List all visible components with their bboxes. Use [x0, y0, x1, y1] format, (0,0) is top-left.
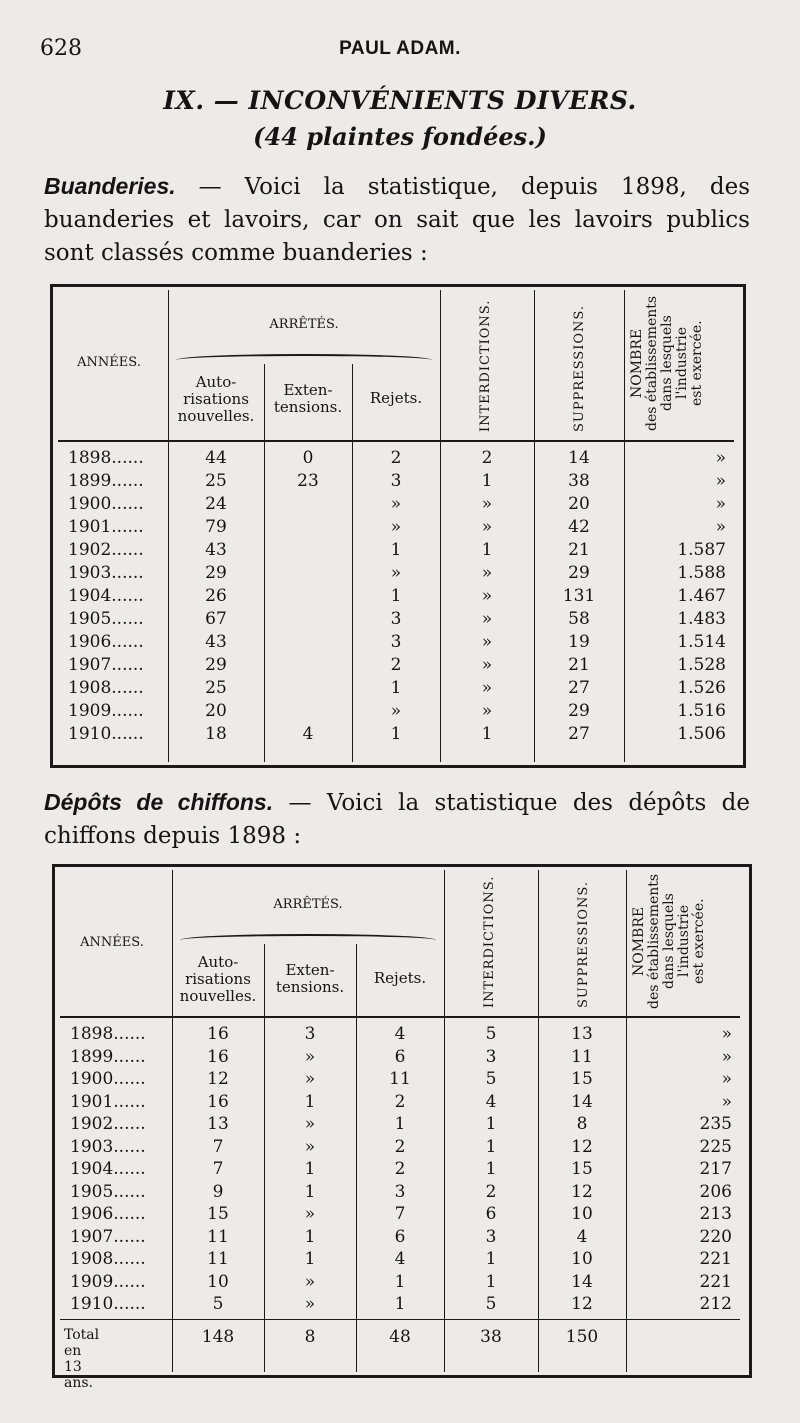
total-rule — [60, 1319, 740, 1320]
row-value: 3 — [485, 1226, 497, 1247]
paragraph-chiffons — [44, 786, 750, 853]
row-etablissements: 213 — [699, 1204, 732, 1224]
row-etablissements: 217 — [699, 1159, 732, 1179]
row-value: 16 — [207, 1024, 229, 1044]
header-rejets: Rejets. — [373, 969, 427, 987]
row-value: 20 — [568, 494, 590, 514]
header-line: nouvelles. — [179, 987, 257, 1005]
row-year: 1901...... — [68, 517, 144, 537]
section-subtitle: (44 plaintes fondées.) — [253, 122, 547, 151]
header-line: dans lesquels — [661, 893, 677, 989]
row-value: 1 — [485, 1159, 497, 1179]
header-line: NOMBRE — [629, 328, 645, 398]
header-suppressions: SUPPRESSIONS. — [572, 305, 587, 432]
row-value: 26 — [205, 586, 227, 606]
row-year: 1907...... — [68, 655, 144, 675]
row-value: 21 — [568, 540, 590, 560]
row-value: » — [304, 1271, 316, 1292]
header-interdictions: INTERDICTIONS. — [478, 299, 493, 432]
row-value: 11 — [207, 1249, 229, 1269]
row-value: 1 — [394, 1294, 406, 1314]
row-value: 4 — [485, 1091, 497, 1112]
row-etablissements: » — [721, 1046, 732, 1067]
row-value: 4 — [302, 724, 314, 744]
row-value: 15 — [571, 1159, 593, 1179]
page-number: 628 — [40, 36, 82, 61]
row-value: » — [390, 563, 402, 583]
row-year: 1904...... — [70, 1159, 146, 1179]
total-value: 148 — [201, 1326, 235, 1347]
paragraph-lead: Buanderies. — [44, 173, 176, 199]
row-value: 67 — [205, 609, 227, 629]
row-value: 1 — [485, 1114, 497, 1134]
row-value: 27 — [568, 724, 590, 744]
row-value: 79 — [205, 517, 227, 537]
row-value: 23 — [297, 471, 319, 491]
row-value: 0 — [302, 448, 314, 468]
header-line: Exten- — [285, 961, 335, 979]
header-line: Exten- — [283, 381, 333, 399]
row-year: 1898...... — [70, 1024, 146, 1044]
header-extensions — [264, 962, 356, 996]
row-value: » — [481, 655, 493, 675]
header-line: tensions. — [273, 398, 343, 416]
row-value: 1 — [304, 1159, 316, 1179]
row-value: 3 — [304, 1024, 316, 1044]
row-year: 1906...... — [70, 1204, 146, 1224]
row-value: 4 — [576, 1226, 588, 1247]
row-value: » — [390, 517, 402, 537]
row-etablissements: 225 — [699, 1136, 732, 1157]
row-year: 1900...... — [68, 494, 144, 514]
row-value: » — [390, 494, 402, 514]
row-value: 13 — [207, 1114, 229, 1134]
header-rule — [58, 440, 734, 442]
row-etablissements: 221 — [699, 1249, 732, 1269]
row-value: » — [304, 1114, 316, 1134]
row-year: 1910...... — [68, 724, 144, 744]
header-extensions — [264, 382, 352, 416]
row-value: 16 — [207, 1046, 229, 1067]
header-line: Auto- — [195, 373, 237, 391]
header-line: est exercée. — [689, 320, 705, 406]
row-year: 1909...... — [68, 701, 144, 721]
row-value: 20 — [205, 701, 227, 721]
row-value: 29 — [568, 563, 590, 583]
row-value: 15 — [207, 1204, 229, 1224]
row-value: » — [304, 1204, 316, 1224]
row-value: 11 — [207, 1226, 229, 1247]
row-value: 6 — [394, 1226, 406, 1247]
header-autorisations — [172, 954, 264, 1005]
column-rule — [264, 944, 265, 1372]
column-rule — [168, 290, 169, 762]
row-etablissements: 1.467 — [677, 586, 726, 606]
row-year: 1903...... — [68, 563, 144, 583]
row-value: » — [481, 632, 493, 652]
row-value: 6 — [485, 1204, 497, 1224]
row-value: » — [481, 701, 493, 721]
header-rejets: Rejets. — [369, 389, 423, 407]
row-etablissements: 1.506 — [677, 724, 726, 744]
row-etablissements: 1.528 — [677, 655, 726, 675]
running-title: PAUL ADAM. — [339, 38, 461, 59]
row-value: 5 — [485, 1294, 497, 1314]
header-line: risations — [185, 970, 251, 988]
column-rule — [356, 944, 357, 1372]
header-interdictions: INTERDICTIONS. — [482, 875, 497, 1008]
row-value: 1 — [390, 724, 402, 744]
header-line: risations — [183, 390, 249, 408]
row-value: 10 — [571, 1204, 593, 1224]
row-value: 12 — [571, 1136, 593, 1157]
arretes-brace — [176, 354, 432, 366]
header-line: l'industrie — [674, 326, 690, 400]
row-value: 9 — [212, 1181, 224, 1202]
row-value: 2 — [485, 1181, 497, 1202]
header-annees: ANNÉES. — [77, 355, 141, 370]
header-line: nouvelles. — [177, 407, 255, 425]
row-value: 21 — [568, 655, 590, 675]
row-value: 8 — [576, 1114, 588, 1134]
row-value: 3 — [485, 1046, 497, 1067]
row-value: » — [481, 563, 493, 583]
row-value: » — [481, 517, 493, 537]
row-etablissements: 1.483 — [677, 609, 726, 629]
row-value: » — [304, 1046, 316, 1067]
row-etablissements: 235 — [699, 1114, 732, 1134]
row-value: 4 — [394, 1249, 406, 1269]
row-value: 3 — [394, 1181, 406, 1202]
row-value: 58 — [568, 609, 590, 629]
row-year: 1910...... — [70, 1294, 146, 1314]
row-year: 1906...... — [68, 632, 144, 652]
row-value: 1 — [304, 1249, 316, 1269]
row-value: 1 — [390, 540, 402, 560]
header-nombre — [632, 872, 742, 1010]
column-rule — [264, 364, 265, 762]
row-year: 1903...... — [70, 1136, 146, 1157]
row-value: 11 — [389, 1069, 411, 1089]
row-year: 1902...... — [68, 540, 144, 560]
row-year: 1902...... — [70, 1114, 146, 1134]
column-rule — [352, 364, 353, 762]
row-value: 2 — [481, 448, 493, 468]
header-line: NOMBRE — [631, 906, 647, 976]
row-value: 24 — [205, 494, 227, 514]
row-value: 5 — [485, 1024, 497, 1044]
row-year: 1898...... — [68, 448, 144, 468]
header-line: Auto- — [197, 953, 239, 971]
row-value: 1 — [481, 724, 493, 744]
row-value: 1 — [481, 471, 493, 491]
row-value: 1 — [304, 1181, 316, 1202]
column-rule — [172, 870, 173, 1372]
total-value: 48 — [389, 1326, 411, 1347]
row-year: 1899...... — [70, 1046, 146, 1067]
row-etablissements: » — [715, 517, 726, 537]
row-value: » — [481, 609, 493, 629]
row-value: 4 — [394, 1024, 406, 1044]
row-value: 2 — [394, 1136, 406, 1157]
row-value: 14 — [571, 1271, 593, 1292]
row-etablissements: 1.516 — [677, 701, 726, 721]
paragraph-text: — Voici la statistique des dépôts de chiffons depuis 1898 : — [44, 790, 750, 849]
row-value: 131 — [562, 586, 596, 606]
row-year: 1907...... — [70, 1226, 146, 1247]
row-value: 18 — [205, 724, 227, 744]
row-etablissements: 1.526 — [677, 678, 726, 698]
column-rule — [538, 870, 539, 1372]
total-value: 150 — [565, 1326, 599, 1347]
row-etablissements: 221 — [699, 1271, 732, 1292]
row-value: 14 — [571, 1091, 593, 1112]
row-year: 1908...... — [70, 1249, 146, 1269]
header-nombre — [630, 292, 736, 434]
header-autorisations — [168, 374, 264, 425]
row-value: 7 — [394, 1204, 406, 1224]
row-year: 1900...... — [70, 1069, 146, 1089]
row-value: 12 — [207, 1069, 229, 1089]
paragraph-text: — Voici la statistique, depuis 1898, des buanderies et lavoirs, car on sait que les lavoirs publics sont classés comme buanderies : — [44, 174, 750, 266]
row-value: 44 — [205, 448, 227, 468]
row-value: 1 — [481, 540, 493, 560]
row-value: 2 — [394, 1091, 406, 1112]
row-value: 6 — [394, 1046, 406, 1067]
row-value: 12 — [571, 1294, 593, 1314]
row-value: 29 — [568, 701, 590, 721]
row-value: 29 — [205, 563, 227, 583]
row-value: » — [481, 678, 493, 698]
row-year: 1901...... — [70, 1091, 146, 1112]
row-etablissements: 1.514 — [677, 632, 726, 652]
row-etablissements: 1.588 — [677, 563, 726, 583]
row-value: 5 — [485, 1069, 497, 1089]
row-value: 2 — [390, 655, 402, 675]
row-value: 11 — [571, 1046, 593, 1067]
row-value: 19 — [568, 632, 590, 652]
header-line: dans lesquels — [659, 315, 675, 411]
row-value: 16 — [207, 1091, 229, 1112]
row-value: 14 — [568, 448, 590, 468]
header-line: tensions. — [275, 978, 345, 996]
row-value: 1 — [485, 1249, 497, 1269]
row-value: 10 — [571, 1249, 593, 1269]
row-year: 1899...... — [68, 471, 144, 491]
row-year: 1904...... — [68, 586, 144, 606]
row-value: » — [304, 1136, 316, 1157]
column-rule — [440, 290, 441, 762]
row-value: 1 — [394, 1114, 406, 1134]
page-header — [40, 36, 760, 66]
row-value: 1 — [390, 586, 402, 606]
row-year: 1908...... — [68, 678, 144, 698]
row-value: 5 — [212, 1294, 224, 1314]
row-value: » — [481, 494, 493, 514]
header-line: des établissements — [646, 873, 662, 1009]
row-value: 3 — [390, 609, 402, 629]
row-value: » — [481, 586, 493, 606]
row-value: » — [304, 1294, 316, 1314]
row-value: 27 — [568, 678, 590, 698]
paragraph-lead: Dépôts de chiffons. — [44, 789, 274, 815]
row-etablissements: » — [715, 448, 726, 468]
row-etablissements: 212 — [699, 1294, 732, 1314]
row-value: 43 — [205, 540, 227, 560]
row-value: » — [304, 1069, 316, 1089]
arretes-brace — [180, 934, 436, 946]
row-value: 25 — [205, 471, 227, 491]
row-year: 1905...... — [68, 609, 144, 629]
row-value: 3 — [390, 632, 402, 652]
row-value: 1 — [394, 1271, 406, 1292]
total-label: Total en 13 ans. — [64, 1326, 100, 1391]
row-etablissements: » — [721, 1069, 732, 1089]
row-value: 3 — [390, 471, 402, 491]
row-value: 13 — [571, 1024, 593, 1044]
row-value: 42 — [568, 517, 590, 537]
row-etablissements: » — [715, 471, 726, 491]
row-value: 1 — [485, 1271, 497, 1292]
row-value: 7 — [212, 1159, 224, 1179]
row-etablissements: 206 — [699, 1181, 732, 1202]
header-annees: ANNÉES. — [80, 935, 144, 950]
row-etablissements: » — [721, 1024, 732, 1044]
header-line: l'industrie — [676, 904, 692, 978]
row-value: 43 — [205, 632, 227, 652]
column-rule — [534, 290, 535, 762]
row-etablissements: » — [721, 1091, 732, 1112]
row-value: 10 — [207, 1271, 229, 1292]
section-title: IX. — INCONVÉNIENTS DIVERS. — [163, 86, 637, 115]
header-arretes: ARRÊTÉS. — [269, 317, 339, 332]
column-rule — [444, 870, 445, 1372]
total-value: 8 — [304, 1326, 316, 1347]
row-value: 1 — [304, 1226, 316, 1247]
row-etablissements: » — [715, 494, 726, 514]
row-value: 29 — [205, 655, 227, 675]
header-suppressions: SUPPRESSIONS. — [576, 881, 591, 1008]
row-etablissements: 1.587 — [677, 540, 726, 560]
row-value: 2 — [394, 1159, 406, 1179]
row-value: 12 — [571, 1181, 593, 1202]
row-value: 1 — [390, 678, 402, 698]
total-value: 38 — [480, 1326, 502, 1347]
row-value: 38 — [568, 471, 590, 491]
row-value: 1 — [485, 1136, 497, 1157]
row-value: 2 — [390, 448, 402, 468]
row-year: 1909...... — [70, 1271, 146, 1292]
header-line: est exercée. — [691, 898, 707, 984]
header-line: des établissements — [644, 295, 660, 431]
row-value: » — [390, 701, 402, 721]
paragraph-buanderies — [44, 170, 750, 270]
row-value: 15 — [571, 1069, 593, 1089]
row-year: 1905...... — [70, 1181, 146, 1202]
row-value: 25 — [205, 678, 227, 698]
row-value: 7 — [212, 1136, 224, 1157]
header-rule — [60, 1016, 740, 1018]
header-arretes: ARRÊTÉS. — [273, 897, 343, 912]
row-value: 1 — [304, 1091, 316, 1112]
row-etablissements: 220 — [699, 1226, 732, 1247]
